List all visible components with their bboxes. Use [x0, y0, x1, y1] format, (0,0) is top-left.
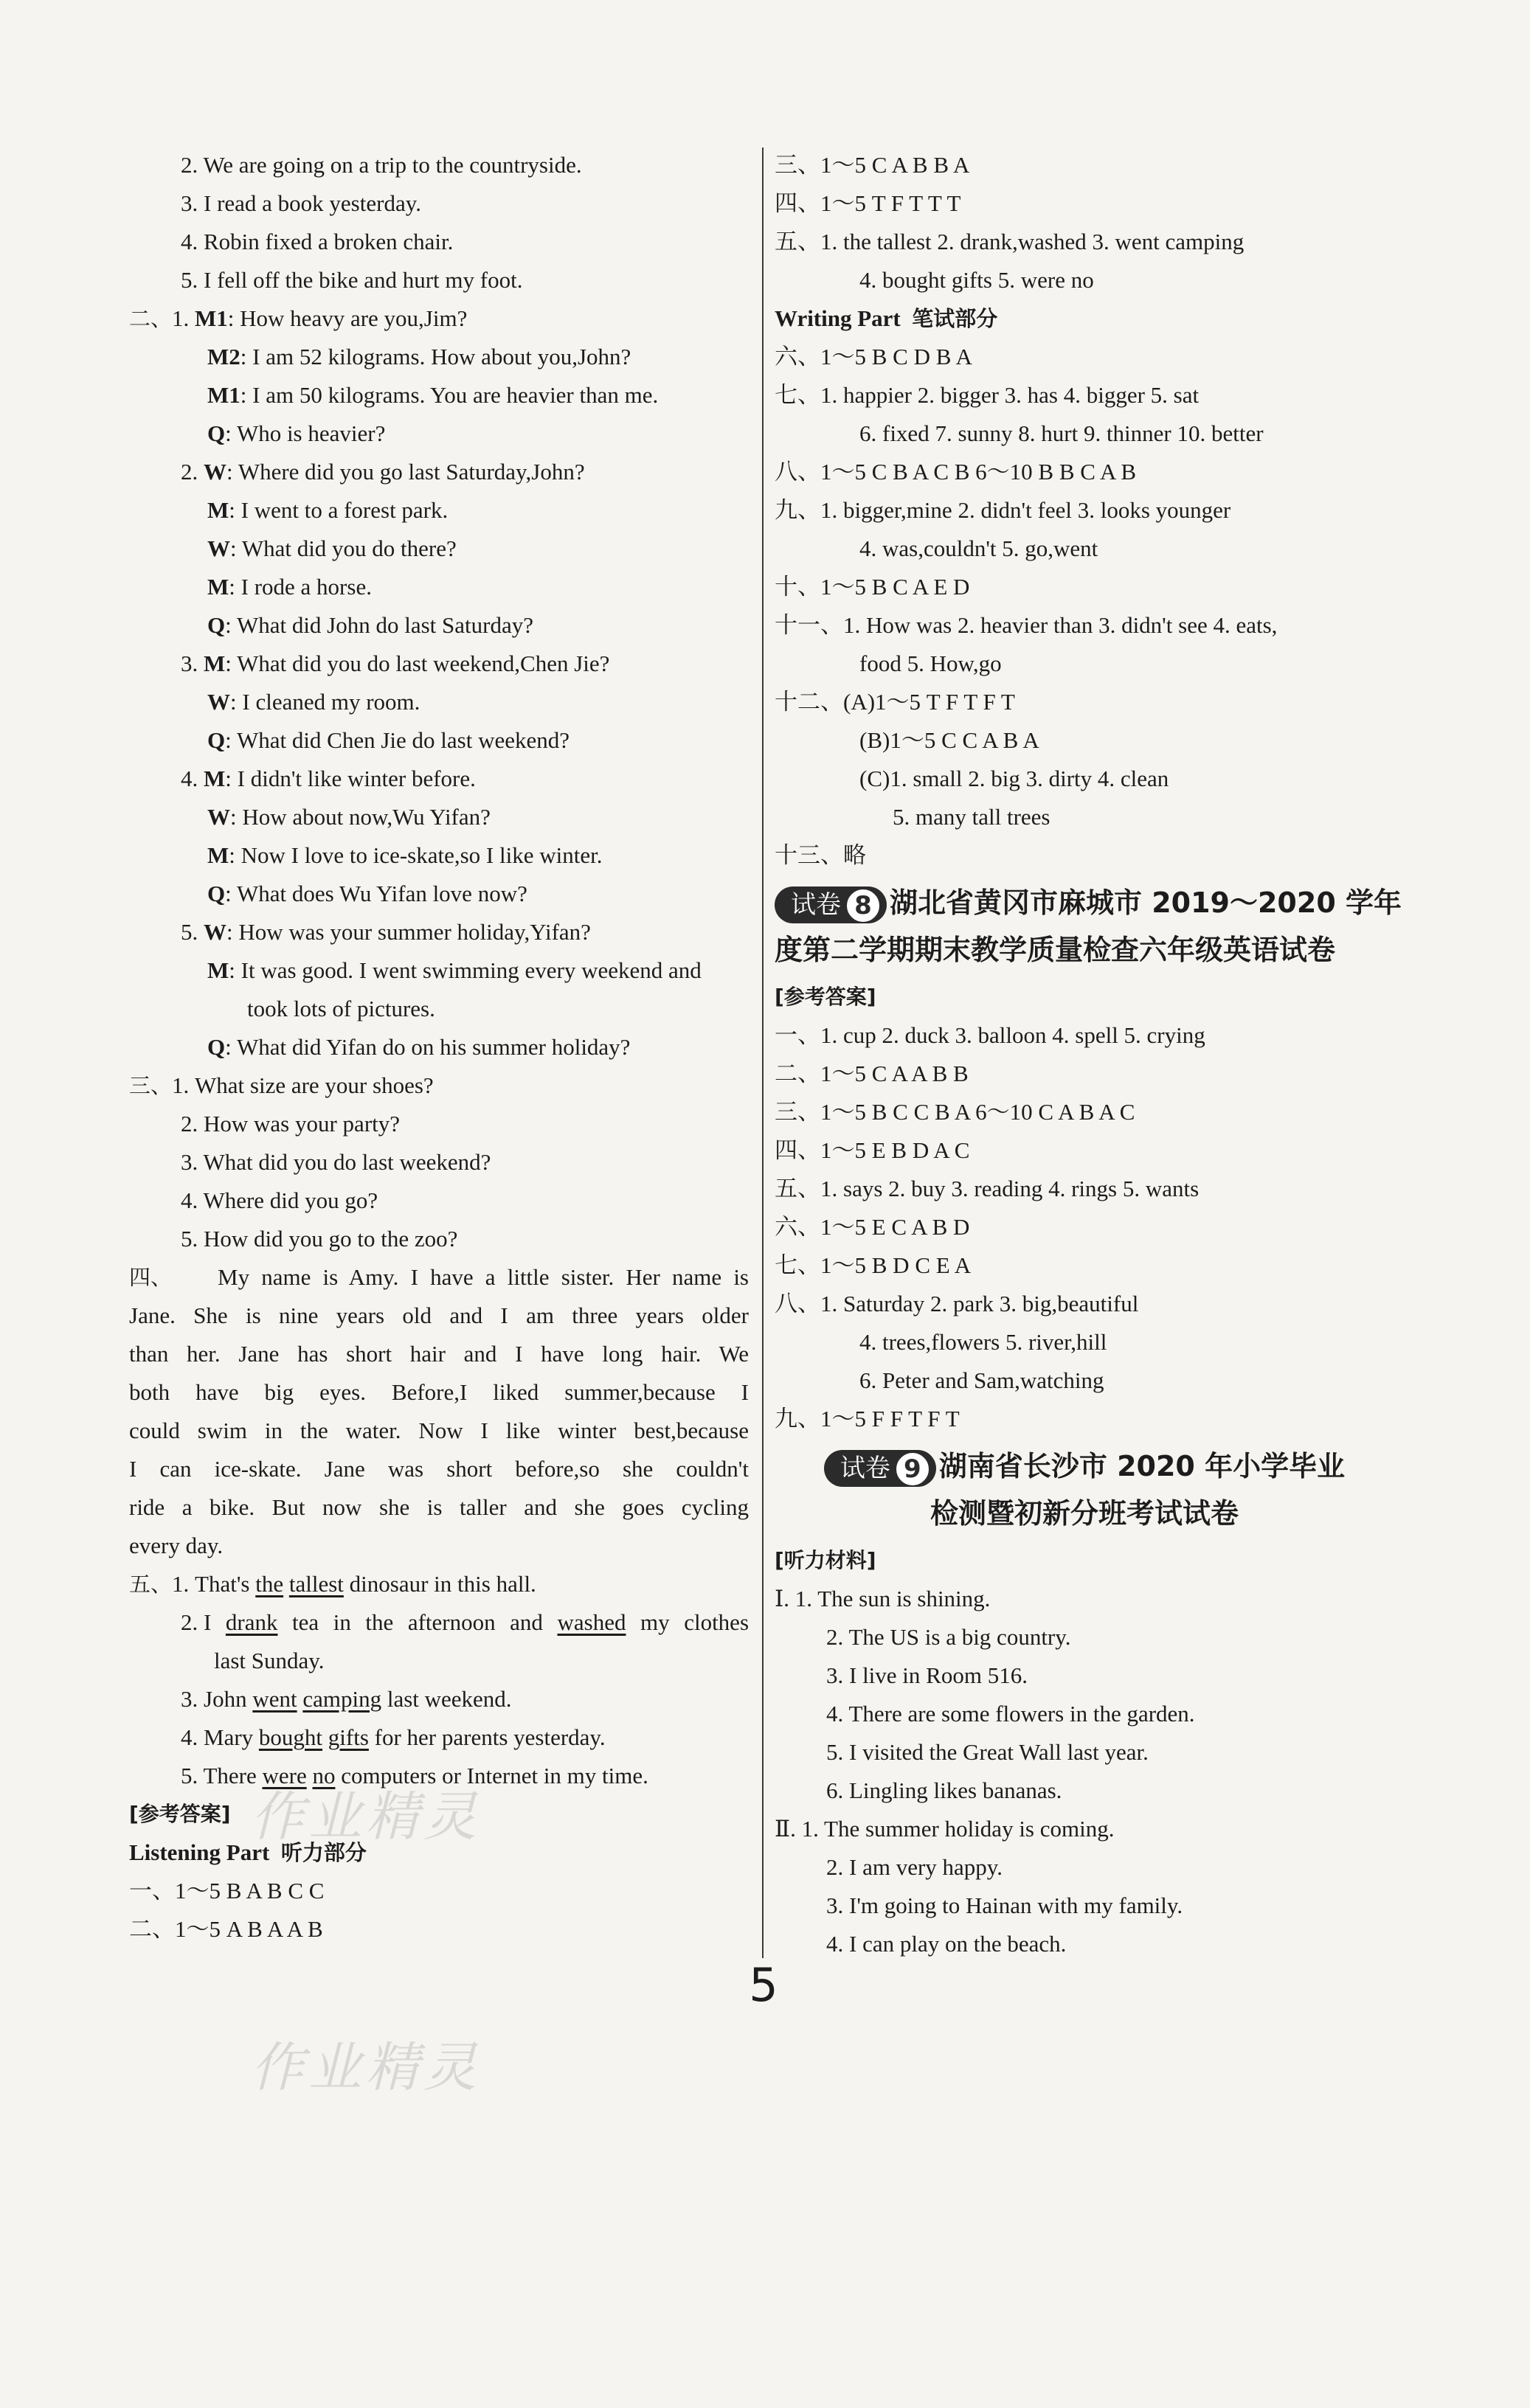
passage-line: than her. Jane has short hair and I have long hair. We: [129, 1341, 749, 1367]
exam-title: 湖南省长沙市 2020 年小学毕业: [938, 1450, 1346, 1482]
answer-line: 一、1～5 B A B C C: [129, 1878, 325, 1904]
answer-line: 九、1. bigger,mine 2. didn't feel 3. looks younger: [775, 497, 1231, 523]
transcript-line: 4. I can play on the beach.: [826, 1931, 1067, 1957]
sentence-line: last Sunday.: [214, 1648, 325, 1673]
answer-line: 二、1～5 C A A B B: [775, 1061, 969, 1086]
dialogue-line: took lots of pictures.: [247, 996, 435, 1021]
exam-title: 检测暨初新分班考试试卷: [930, 1497, 1239, 1530]
page-number: 5: [749, 1958, 778, 2012]
exam-badge: 试卷 8: [775, 886, 887, 923]
answer-line: 6. Peter and Sam,watching: [859, 1367, 1104, 1393]
passage-line: could swim in the water. Now I like winter best,because: [129, 1418, 749, 1443]
sentence-line: 3. John went camping last weekend.: [181, 1686, 512, 1712]
dialogue-line: 二、1. M1: How heavy are you,Jim?: [129, 305, 468, 331]
transcript-line: Ⅱ. 1. The summer holiday is coming.: [775, 1816, 1115, 1842]
answer-line: 4. trees,flowers 5. river,hill: [859, 1329, 1107, 1355]
listening-materials-label: [听力材料]: [775, 1548, 876, 1572]
exam-title: 度第二学期期末教学质量检查六年级英语试卷: [775, 934, 1336, 966]
answer-line: 五、1. says 2. buy 3. reading 4. rings 5. wants: [775, 1176, 1200, 1201]
answer-line: 七、1. happier 2. bigger 3. has 4. bigger 5. sat: [775, 382, 1200, 408]
answer-line: 4. was,couldn't 5. go,went: [859, 535, 1098, 561]
question-line: 5. How did you go to the zoo?: [181, 1226, 458, 1252]
answer-line: 四、1～5 E B D A C: [775, 1137, 970, 1163]
transcript-line: 5. I visited the Great Wall last year.: [826, 1739, 1149, 1765]
dialogue-line: 4. M: I didn't like winter before.: [181, 766, 476, 791]
exam-title: 湖北省黄冈市麻城市 2019～2020 学年: [890, 886, 1402, 919]
passage-line: I can ice-skate. Jane was short before,so she couldn't: [129, 1456, 749, 1482]
answer-line: 三、1～5 B C C B A 6～10 C A B A C: [775, 1099, 1135, 1125]
exam-header-9: [775, 1443, 1394, 1537]
transcript-line: 2. I am very happy.: [826, 1854, 1003, 1880]
column-divider: [762, 148, 764, 1958]
dialogue-line: M2: I am 52 kilograms. How about you,John?: [207, 344, 631, 369]
answer-line: 九、1～5 F F T F T: [775, 1406, 960, 1432]
dialogue-line: M: I went to a forest park.: [207, 497, 449, 523]
dialogue-line: Q: What did John do last Saturday?: [207, 612, 533, 638]
dialogue-line: M: I rode a horse.: [207, 574, 372, 600]
dialogue-line: M: Now I love to ice-skate,so I like winter.: [207, 842, 603, 868]
passage-line: ride a bike. But now she is taller and she goes cycling: [129, 1494, 749, 1520]
answer-line: 八、1～5 C B A C B 6～10 B B C A B: [775, 459, 1137, 485]
answer-line: 十二、(A)1～5 T F T F T: [775, 689, 1015, 715]
dialogue-line: W: What did you do there?: [207, 535, 457, 561]
part-heading: Writing Part 笔试部分: [775, 305, 998, 331]
sentence-line: 5. There were no computers or Internet in my time.: [181, 1763, 648, 1788]
passage-line: Jane. She is nine years old and I am three years older: [129, 1302, 749, 1328]
transcript-line: 3. I live in Room 516.: [826, 1662, 1028, 1688]
question-line: 2. How was your party?: [181, 1111, 401, 1137]
answers-label: [参考答案]: [775, 985, 876, 1009]
answer-line: 八、1. Saturday 2. park 3. big,beautiful: [775, 1291, 1139, 1316]
transcript-line: 2. The US is a big country.: [826, 1624, 1071, 1650]
answer-line: 三、1～5 C A B B A: [775, 152, 970, 178]
answer-line: 十一、1. How was 2. heavier than 3. didn't see 4. eats,: [775, 612, 1278, 638]
answer-line: 二、1～5 A B A A B: [129, 1916, 323, 1942]
watermark: 作业精灵: [251, 2036, 482, 2098]
part-heading: Listening Part 听力部分: [129, 1839, 367, 1865]
sentence-line: 2. I drank tea in the afternoon and washed my clothes: [181, 1609, 750, 1635]
sentence-line: 4. Mary bought gifts for her parents yesterday.: [181, 1724, 606, 1750]
answers-label: [参考答案]: [129, 1802, 231, 1826]
dialogue-line: Q: What did Yifan do on his summer holiday?: [207, 1034, 631, 1060]
dialogue-line: M1: I am 50 kilograms. You are heavier than me.: [207, 382, 659, 408]
transcript-line: 4. There are some flowers in the garden.: [826, 1701, 1195, 1727]
dialogue-line: Q: What did Chen Jie do last weekend?: [207, 727, 570, 753]
dialogue-line: W: How about now,Wu Yifan?: [207, 804, 491, 830]
dialogue-line: 3. M: What did you do last weekend,Chen Jie?: [181, 650, 610, 676]
passage-line: 四、 My name is Amy. I have a little sister. Her name is: [129, 1264, 749, 1290]
answer-line: 5. many tall trees: [893, 804, 1050, 830]
exam-badge: 试卷 9: [824, 1450, 936, 1487]
watermark: 作业精灵: [251, 1786, 482, 1847]
answer-line: (B)1～5 C C A B A: [859, 727, 1039, 753]
answer-line: 五、1. the tallest 2. drank,washed 3. went camping: [775, 229, 1245, 254]
answer-line: 4. bought gifts 5. were no: [859, 267, 1094, 293]
text-line: 2. We are going on a trip to the countryside.: [181, 152, 582, 178]
right-column: [775, 146, 1402, 1963]
answer-line: 七、1～5 B D C E A: [775, 1252, 972, 1278]
answer-line: 6. fixed 7. sunny 8. hurt 9. thinner 10. better: [859, 420, 1264, 446]
question-line: 三、1. What size are your shoes?: [129, 1072, 434, 1098]
question-line: 4. Where did you go?: [181, 1187, 378, 1213]
transcript-line: 3. I'm going to Hainan with my family.: [826, 1892, 1183, 1918]
exam-header-8: [775, 879, 1402, 974]
dialogue-line: M: It was good. I went swimming every weekend and: [207, 957, 702, 983]
dialogue-line: 5. W: How was your summer holiday,Yifan?: [181, 919, 591, 945]
answer-line: 四、1～5 T F T T T: [775, 190, 961, 216]
dialogue-line: 2. W: Where did you go last Saturday,John?: [181, 459, 585, 485]
sentence-line: 五、1. That's the tallest dinosaur in this hall.: [129, 1571, 536, 1597]
question-line: 3. What did you do last weekend?: [181, 1149, 491, 1175]
text-line: 3. I read a book yesterday.: [181, 190, 421, 216]
answer-line: 十三、略: [775, 842, 866, 868]
dialogue-line: Q: Who is heavier?: [207, 420, 386, 446]
answer-line: 十、1～5 B C A E D: [775, 574, 970, 600]
answer-line: food 5. How,go: [859, 650, 1002, 676]
text-line: 4. Robin fixed a broken chair.: [181, 229, 454, 254]
passage-line: every day.: [129, 1533, 224, 1558]
dialogue-line: W: I cleaned my room.: [207, 689, 420, 715]
passage-line: both have big eyes. Before,I liked summer,because I: [129, 1379, 749, 1405]
transcript-line: 6. Lingling likes bananas.: [826, 1777, 1062, 1803]
dialogue-line: Q: What does Wu Yifan love now?: [207, 881, 527, 906]
answer-line: (C)1. small 2. big 3. dirty 4. clean: [859, 766, 1169, 791]
left-column: [129, 146, 749, 1949]
answer-line: 六、1～5 E C A B D: [775, 1214, 970, 1240]
text-line: 5. I fell off the bike and hurt my foot.: [181, 267, 523, 293]
transcript-line: Ⅰ. 1. The sun is shining.: [775, 1586, 991, 1611]
answer-line: 六、1～5 B C D B A: [775, 344, 972, 369]
answer-line: 一、1. cup 2. duck 3. balloon 4. spell 5. crying: [775, 1022, 1205, 1048]
